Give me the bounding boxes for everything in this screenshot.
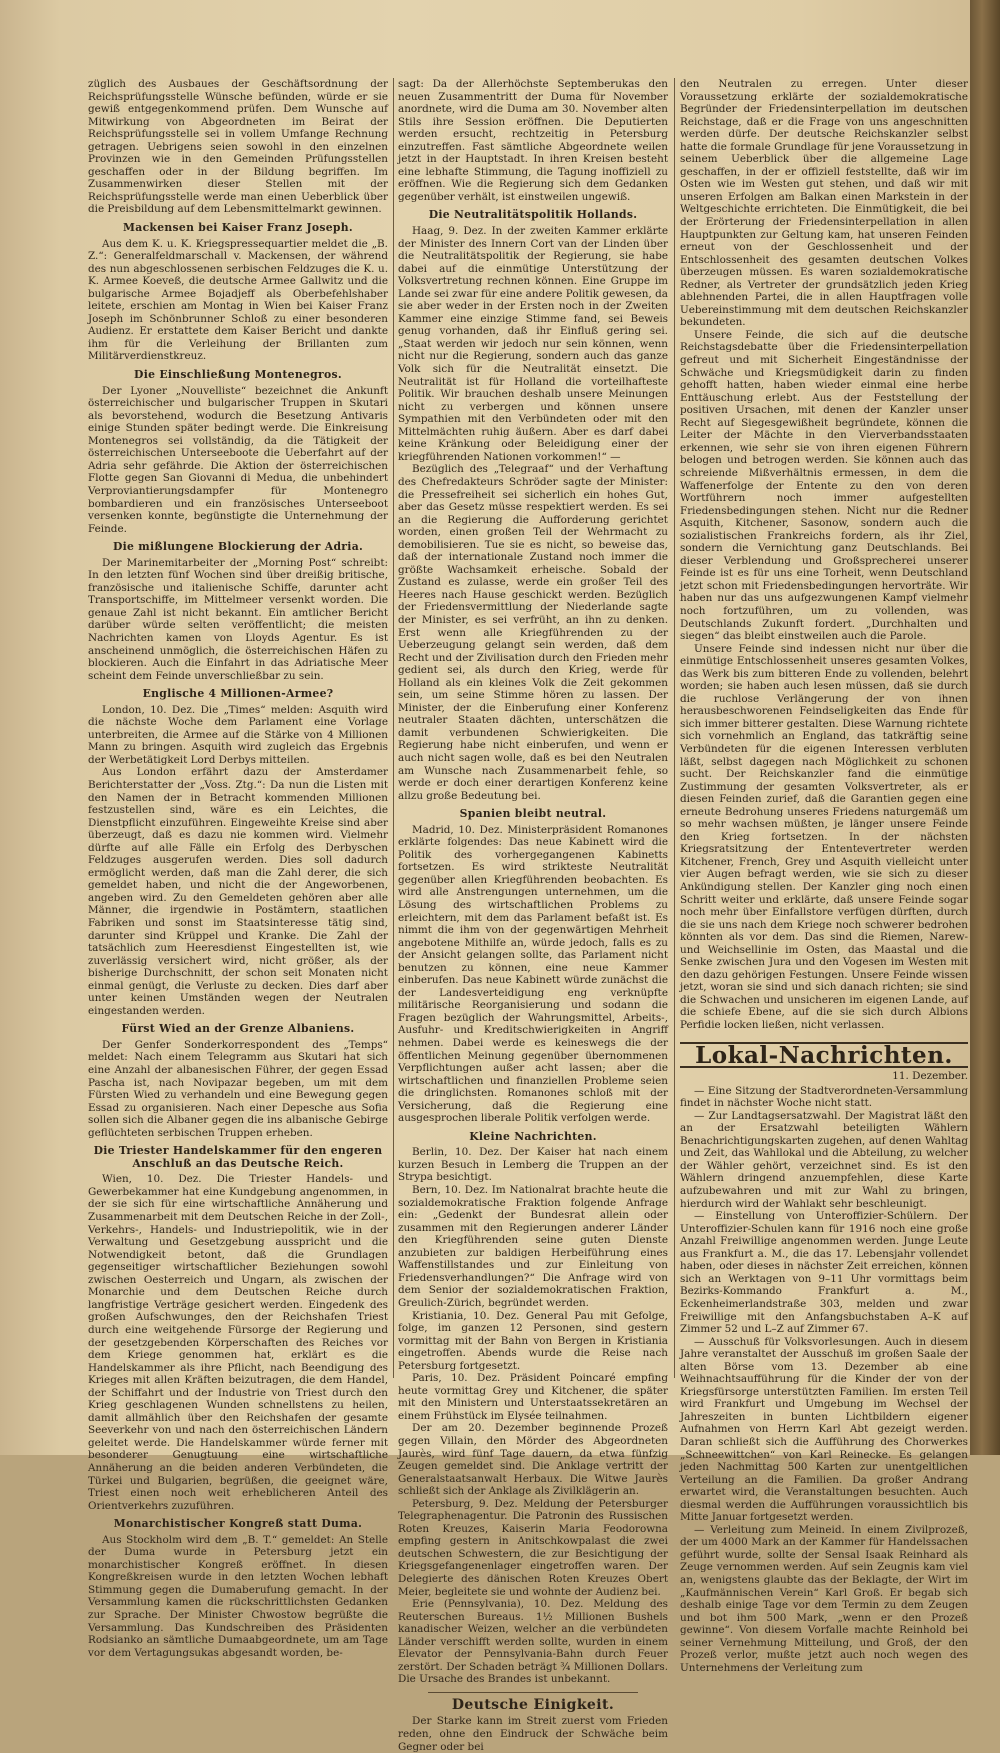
article-text: Madrid, 10. Dez. Ministerpräsident Romanones erklärte folgendes: Das neue Kabinett wird die Politik des vorhergegangenen Kabinetts fortsetzen. Es wird strikteste Neutralität gegenüber allen Kriegführenden beobachten. Es wird alle Anstrengungen unternehmen, um die Lösung des wirtschaftlichen Problems zu erleichtern, mit dem das Parlament befaßt ist. Es nimmt die ihm von der gegenwärtigen Mehrheit angebotene Mithilfe an, würde jedoch, falls es zu der Ansicht gelangen sollte, das Parlament nicht benutzen zu können, eine neue Kammer einberufen. Das neue Kabinett würde zunächst die der Landesverteidigung eng verknüpfte militärische Reorganisierung und sodann die Fragen bezüglich der Wahrungsmittel, Arbeits-, Ausfuhr- und Kreditschwierigkeiten in Angriff nehmen. Dabei werde es keineswegs die der öffentlichen Meinung gegenüber übernommenen Verpflichtungen außer acht lassen; aber die wirtschaftlichen und finanziellen Probleme seien die dringlichsten. Romanones schloß mit der Versicherung, daß die Regierung eine ausgesprochen liberale Politik verfolgen werde. (398, 823, 668, 1125)
article-text: Bezüglich des „Telegraaf“ und der Verhaftung des Chefredakteurs Schröder sagte der Minister: die Pressefreiheit sei sicherlich ein hohes Gut, aber das Gesetz müsse respektiert werden. Es sei an die Regierung die Aufforderung gerichtet worden, einen großen Teil der Wehrmacht zu demobilisieren. Tue sie es nicht, so beweise das, daß der internationale Zustand noch immer die größte Wachsamkeit erheische. Sobald der Zustand es zulasse, werde ein großer Teil des Heeres nach Hause geschickt werden. Bezüglich der Friedensvermittlung der Niederlande sagte der Minister, es sei verfrüht, an ihn zu denken. Erst wenn alle Kriegführenden zu der Ueberzeugung gelangt sein werden, daß dem Recht und der Zivilisation durch den Frieden mehr gedient sei, als durch den Krieg, werde für Holland als ein kleines Volk die Zeit gekommen sein, um seine Stimme hören zu lassen. Der Minister, der die Einberufung einer Konferenz neutraler Staaten dächten, unterschätzen die damit verbundenen Schwierigkeiten. Die Regierung habe nicht einberufen, und wenn er auch nicht sagen wolle, daß es bei den Neutralen am Wunsche nach Zusammenarbeit fehle, so werde er doch einer derartigen Konferenz keine allzu große Bedeutung bei. (398, 463, 668, 802)
section-separator (428, 1692, 638, 1693)
article-text: Haag, 9. Dez. In der zweiten Kammer erklärte der Minister des Innern Cort van der Linden über die Neutralitätspolitik der Regierung, sie habe dabei auf die einmütige Unterstützung der Volksvertretung rechnen können. Eine Gruppe im Lande sei zwar für eine andere Politik gewesen, da sie aber weder in der Ersten noch in der Zweiten Kammer eine einzige Stimme fand, sei Beweis genug vorhanden, daß ihr Einfluß gering sei. „Staat werden wir jedoch nur sein können, wenn nicht nur die Regierung, sondern auch das ganze Volk sich für die Neutralität einsetzt. Die Neutralität ist für Holland die vorteilhafteste Politik. Wir brauchen deshalb unsere Meinungen nicht zu verbergen und können unsere Sympathien mit den Verbündeten oder mit den Mittelmächten ruhig äußern. Aber es darf dabei keine Kränkung oder Beleidigung einer der kriegführenden Nationen vorkommen!“ — (398, 225, 668, 463)
headline-wied: Fürst Wied an der Grenze Albaniens. (121, 1022, 355, 1036)
headline-armee: Englische 4 Millionen-Armee? (142, 687, 334, 701)
article-text: Der Lyoner „Nouvelliste“ bezeichnet die Ankunft österreichischer und bulgarischer Truppen in Skutari als bevorstehend, wodurch die Besetzung Antivaris einige Stunden später bedingt werde. Die Einkreisung Montenegros sei vollständig, da die Tätigkeit der österreichischen Unterseeboote die Ueberfahrt auf der Adria sehr gefährde. Die Aktion der österreichischen Flotte gegen San Giovanni di Medua, die unbehindert Verproviantierungsdampfer für Montenegro bombardieren und ein französisches Unterseeboot versenken konnte, begünstigte die Unternehmung der Feinde. (88, 384, 388, 535)
column-left (88, 78, 388, 1659)
article-text: Aus Stockholm wird dem „B. T.“ gemeldet: An Stelle der Duma wurde in Petersburg jetzt ein monarchistischer Kongreß eröffnet. In diesen Kongreßkreisen wurde in den letzten Wochen lebhaft Stimmung gegen die Dumaberufung gemacht. In der Versammlung kamen die rückschrittlichsten Gedanken zur Sprache. Der Minister Chwostow begrüßte die Versammlung. Das Kundschreiben des Präsidenten Rodsianko an sämtliche Dumaabgeordnete, um am Tage vor dem Vertagungsukas abgesandt worden, be- (88, 1533, 388, 1659)
headline-kongress: Monarchistischer Kongreß statt Duma. (113, 1517, 363, 1531)
headline-kleine-nachrichten: Kleine Nachrichten. (469, 1129, 597, 1143)
article-text: — Verleitung zum Meineid. In einem Zivilprozeß, der um 4000 Mark an der Kammer für Handelssachen geführt wurde, sollte der Sensal Isaak Reinhard als Zeuge vernommen werden. Auf sein Zeugnis kam viel an, wenigstens glaubte das der Beklagte, der Wirt im „Kaufmännischen Verein“ Karl Groß. Er begab sich deshalb einige Tage vor dem Termin zu dem Zeugen und bot ihm 500 Mark, „wenn er den Prozeß gewinne“. Von diesem Vorfalle machte Reinhold bei seiner Vernehmung Mitteilung, und Groß, der den Prozeß verlor, mußte jetzt auch noch wegen des Unternehmens der Verleitung zum (680, 1523, 968, 1674)
article-text: Kristiania, 10. Dez. General Pau mit Gefolge, folge, im ganzen 12 Personen, sind gestern vormittag mit der Bahn von Bergen in Kristiania eingetroffen. Abends wurde die Reise nach Petersburg fortgesetzt. (398, 1309, 668, 1372)
headline-spanien: Spanien bleibt neutral. (459, 807, 607, 821)
article-text: Aus dem K. u. K. Kriegspressequartier meldet die „B. Z.“: Generalfeldmarschall v. Mackensen, der während des nun abgeschlossenen serbischen Feldzuges die K. u. K. Armee Koeveß, die deutsche Armee Gallwitz und die bulgarische Armee Bojadjeff als Oberbefehlshaber leitete, erschien am Montag in Wien bei Kaiser Franz Joseph im Schönbrunner Schloß zu einer besonderen Audienz. Er erstattete dem Kaiser Bericht und dankte ihm für die Verleihung der Brillanten zum Militärverdienstkreuz. (88, 237, 388, 363)
article-text: Bern, 10. Dez. Im Nationalrat brachte heute die sozialdemokratische Fraktion folgende Anfrage ein: „Gedenkt der Bundesrat allein oder zusammen mit den Regierungen anderer Länder den Kriegführenden seine guten Dienste anzubieten zur baldigen Herbeiführung eines Waffenstillstandes und zur Einleitung von Friedensverhandlungen?“ Die Anfrage wird von dem Senior der sozialdemokratischen Fraktion, Greulich-Zürich, begründet werden. (398, 1184, 668, 1309)
headline-einigkeit: Deutsche Einigkeit. (451, 1696, 615, 1713)
article-text: — Eine Sitzung der Stadtverordneten-Versammlung findet in nächster Woche nicht statt. (680, 1084, 968, 1110)
column-divider (674, 78, 675, 1378)
article-text: Der Marinemitarbeiter der „Morning Post“ schreibt: In den letzten fünf Wochen sind über dreißig britische, französische und italienische Schiffe, darunter acht Transportschiffe, im Mittelmeer versenkt worden. Die genaue Zahl ist nicht bekannt. Ein amtlicher Bericht darüber würde selten veröffentlicht; die meisten Nachrichten kamen von Lloyds Agentur. Es ist anscheinend unmöglich, die österreichischen Häfen zu blockieren. Auch die Einfahrt in das Adriatische Meer scheint dem Feinde unverschließbar zu sein. (88, 556, 388, 682)
article-text: Aus London erfährt dazu der Amsterdamer Berichterstatter der „Voss. Ztg.“: Da nun die Listen mit den Namen der in Betracht kommenden Millionen festzustellen sind, wäre es ein Leichtes, die Dienstpflicht einzuführen. Eingeweihte Kreise sind aber überzeugt, daß es dazu nie kommen wird. Vielmehr dürfte auf alle Fälle ein Erfolg des Derbyschen Feldzuges ausgerufen werden. Dies soll dadurch ermöglicht werden, daß man die Zahl derer, die sich gemeldet haben, und nicht die der Angeworbenen, angeben wird. Zu den Gemeldeten gehören aber alle Männer, die irgendwie in Postämtern, staatlichen Fabriken und sonst im Staatsinteresse tätig sind, darunter sind Krüppel und Kranke. Die Zahl der tatsächlich zum Heeresdienst Eingestellten ist, wie zuverlässig versichert wird, nicht größer, als der bisherige Durchschnitt, der schon seit Monaten nicht einmal genügt, die Verluste zu decken. Dies darf aber unter keinen Umständen wegen der Neutralen eingestanden werden. (88, 766, 388, 1017)
headline-montenegro: Die Einschließung Montenegros. (134, 368, 342, 382)
article-text: Der Starke kann im Streit zuerst vom Frieden reden, ohne den Eindruck der Schwäche beim Gegner oder bei (398, 1715, 668, 1753)
article-text: London, 10. Dez. Die „Times“ melden: Asquith wird die nächste Woche dem Parlament eine Vorlage unterbreiten, die Armee auf die Stärke von 4 Millionen Mann zu bringen. Asquith wird zugleich das Ergebnis der Werbetätigkeit Lord Derbys mitteilen. (88, 703, 388, 766)
article-text: den Neutralen zu erregen. Unter dieser Voraussetzung erklärte der sozialdemokratische Begründer der Friedensinterpellation im deutschen Reichstage, daß er die Frage von uns angeschnitten werden dürfe. Der deutsche Reichskanzler selbst hatte die formale Grundlage für jene Voraussetzung in seinem Ueberblick über die allgemeine Lage geschaffen, in der er offiziell feststellte, daß wir im Osten wie im Westen gut stehen, und daß wir mit unseren Erfolgen am Balkan einen Markstein in der Weltgeschichte errichteten. Die Einmütigkeit, die bei der Erörterung der Friedensinterpellation in allen Hauptpunkten zur Geltung kam, hat unseren Feinden erneut von der Geschlossenheit und der Entschlossenheit des gesamten deutschen Volkes überzeugen müssen. Es waren sozialdemokratische Redner, als Vertreter der grundsätzlich jeden Krieg ablehnenden Partei, die in allen Hauptfragen volle Uebereinstimmung mit dem deutschen Reichskanzler bekundeten. (680, 78, 968, 329)
article-text: Der Genfer Sonderkorrespondent des „Temps“ meldet: Nach einem Telegramm aus Skutari hat sich eine Anzahl der albanesischen Führer, der gegen Essad Pascha ist, nach Novipazar begeben, um mit dem Fürsten Wied zu verhandeln und eine Bewegung gegen Essad zu organisieren. Nach einer Depesche aus Sofia sollen sich die Albaner gegen die ins albanische Gebirge geflüchteten serbischen Truppen erheben. (88, 1038, 388, 1139)
article-text: Berlin, 10. Dez. Der Kaiser hat nach einem kurzen Besuch in Lemberg die Truppen an der Strypa besichtigt. (398, 1146, 668, 1184)
article-text: Wien, 10. Dez. Die Triester Handels- und Gewerbekammer hat eine Kundgebung angenommen, in der sie sich für eine wirtschaftliche Annäherung und Zusammenarbeit mit dem Deutschen Reiche in der Zoll-, Verkehrs-, Handels- und Industriepolitik, wie in der Verwaltung und Gesetzgebung ausspricht und die Notwendigkeit betont, daß die Grundlagen gegenseitiger wirtschaftlicher Beziehungen sowohl zwischen Oesterreich und Ungarn, als zwischen der Monarchie und dem Deutschen Reiche durch langfristige Verträge gesichert werden. Eingedenk des großen Aufschwunges, den der Reichshafen Triest durch eine weitgehende Fürsorge der Regierung und der gesetzgebenden Körperschaften des Reiches vor dem Kriege genommen hat, erklärt es die Handelskammer als ihre Pflicht, nach Beendigung des Krieges mit allen Kräften beizutragen, die dem Handel, der Schiffahrt und der Industrie von Triest durch den Krieg geschlagenen Wunden schnellstens zu heilen, damit allmählich über den Reichshafen der gesamte Seeverkehr von und nach den österreichischen Ländern geleitet werde. Die Handelskammer würde ferner mit besonderer Genugtuung eine wirtschaftliche Annäherung an die beiden anderen Verbündeten, die Türkei und Bulgarien, begrüßen, die geeignet wäre, Triest einen noch weit erheblicheren Anteil des Orientverkehrs zuzuführen. (88, 1173, 388, 1512)
article-text: Unsere Feinde, die sich auf die deutsche Reichstagsdebatte über die Friedensinterpellation gefreut und mit Sicherheit Eingeständnisse der Schwäche und Kriegsmüdigkeit darin zu finden gehofft hatten, haben wieder einmal eine herbe Enttäuschung erlebt. Aus der Feststellung der positiven Ursachen, mit denen der Kanzler unser Recht auf Siegesgewißheit begründete, können die Leiter der Mächte in den Vierverbandsstaaten erkennen, wie sehr sie von ihren eigenen Führern belogen und betrogen werden. Sie können auch das schreiende Mißverhältnis ermessen, in dem die Waffenerfolge der Entente zu den von deren Wortführern noch immer aufgestellten Friedensbedingungen stehen. Nicht nur die Redner Asquith, Kitchener, Sasonow, sondern auch die sozialistischen Frankreichs fordern, als ihr Ziel, sondern die Vernichtung ganz Deutschlands. Bei dieser Verblendung und Großsprecherei unserer Feinde ist es für uns eine Torheit, wenn Deutschland jetzt schon mit Friedensbedingungen hervorträte. Wir haben nur das uns aufgezwungenen Kampf vielmehr noch fortzuführen, um zu vollenden, was Deutschlands Zukunft fordert. „Durchhalten und siegen“ das bleibt einstweilen auch die Parole. (680, 328, 968, 643)
article-text: Petersburg, 9. Dez. Meldung der Petersburger Telegraphenagentur. Die Patronin des Russischen Roten Kreuzes, Kaiserin Maria Feodorowna empfing gestern in Anitschkowpalast die zwei deutschen Schwestern, die zur Besichtigung der Kriegsgefangenenlager eingetroffen waren. Der Delegierte des dänischen Roten Kreuzes Obert Meier, begleitete sie und wohnte der Audienz bei. (398, 1497, 668, 1598)
book-binding (970, 0, 1000, 1455)
article-text: — Ausschuß für Volksvorlesungen. Auch in diesem Jahre veranstaltet der Ausschuß im großen Saale der alten Börse vom 13. Dezember ab eine Weihnachtsaufführung für die Kinder der von der Kriegsfürsorge unterstützten Familien. Im ersten Teil wird Frankfurt und Umgebung im Wechsel der Jahreszeiten in bunten Lichtbildern eigener Aufnahmen von Herrn Karl Abt gezeigt werden. Daran schließt sich die Aufführung des Chorwerkes „Schneewittchen“ von Karl Reinecke. Es gelangen jeden Nachmittag 500 Karten zur unentgeltlichen Verteilung an die Familien. Da großer Andrang erwartet wird, die Veranstaltungen besuchten. Auch diesmal werden die Aufführungen voraussichtlich bis Mitte Januar fortgesetzt werden. (680, 1335, 968, 1524)
article-text: — Zur Landtagsersatzwahl. Der Magistrat läßt den an der Ersatzwahl beteiligten Wählern Benachrichtigungskarten zugehen, auf denen Wahltag und Zeit, das Wahllokal und die Abteilung, zu welcher der Wähler gehört, verzeichnet sind. Es ist den Wählern dringend anzuempfehlen, diese Karte aufzubewahren und mit zur Wahl zu bringen, hierdurch wird der Wahlakt sehr beschleunigt. (680, 1109, 968, 1210)
article-text: — Einstellung von Unteroffizier-Schülern. Der Unteroffizier-Schulen kann für 1916 noch eine große Anzahl Freiwillige angenommen werden. Junge Leute aus Frankfurt a. M., die das 17. Lebensjahr vollendet haben, oder dieses in nächster Zeit erreichen, können sich an Werktagen von 9–11 Uhr vormittags beim Bezirks-Kommando Frankfurt a. M., Eckenheimerlandstraße 303, melden und zwar Freiwillige mit den Anfangsbuchstaben A–K auf Zimmer 52 und L–Z auf Zimmer 67. (680, 1210, 968, 1336)
column-right (680, 78, 968, 1674)
section-title-lokal-nachrichten: Lokal-Nachrichten. (680, 1042, 968, 1069)
headline-triest: Die Triester Handelskammer für den engeren Anschluß an das Deutsche Reich. (93, 1144, 383, 1170)
article-text: Erie (Pennsylvania), 10. Dez. Meldung des Reuterschen Bureaus. 1½ Millionen Bushels kanadischer Weizen, welcher an die verbündeten Länder verschifft werden sollte, wurden in einem Elevator der Pennsylvania-Bahn durch Feuer zerstört. Der Schaden beträgt ¾ Millionen Dollars. Die Ursache des Brandes ist unbekannt. (398, 1598, 668, 1686)
column-middle (398, 78, 668, 1753)
section-date: 11. Dezember. (892, 1070, 968, 1083)
headline-adria: Die mißlungene Blockierung der Adria. (112, 540, 364, 554)
article-text: Unsere Feinde sind indessen nicht nur über die einmütige Entschlossenheit unseres gesamten Volkes, das Werk bis zum bitteren Ende zu vollenden, belehrt worden; sie haben auch lesen müssen, daß sie durch die ruchlose Verlängerung der von ihnen herausbeschworenen Feindseligkeiten das Ende für sich immer bitterer gestalten. Diese Warnung richtete sich vornehmlich an England, das tatkräftig seine Verbündeten für die eigenen Interessen verbluten läßt, selbst dagegen nach Möglichkeit zu schonen sucht. Der Reichskanzler fand die einmütige Zustimmung der gesamten Volksvertreter, als er diesen Feinden zurief, daß die Garantien gegen eine erneute Bedrohung unseres Friedens naturgemäß um so mehr wachsen müßten, je länger unsere Feinde den Krieg fortsetzen. In der nächsten Kriegsratsitzung der Ententevertreter werden Kitchener, French, Grey und Asquith vielleicht unter vier Augen befragt werden, wie sie sich zu dieser Ankündigung stellen. Der Kanzler ging noch einen Schritt weiter und erklärte, daß unsere Feinde sogar noch mehr über Einfallstore verfügen dürften, durch die sie uns nach dem Kriege noch schwerer bedrohen könnten als vor dem. Das sind die Riemen, Narew- und Weichsellinie im Osten, das Maastal und die Senke zwischen Jura und den Vogesen im Westen mit den dazu gehörigen Festungen. Unsere Feinde wissen jetzt, woran sie sind und sich danach richten; sie sind die Schwachen und unsicheren im eigenen Lande, auf die schiefe Ebene, auf die sie sich durch Albions Perfidie locken ließen, nicht verlassen. (680, 642, 968, 1032)
article-text: sagt: Da der Allerhöchste Septemberukas den neuen Zusammentritt der Duma für November anordnete, wird die Duma am 30. November alten Stils ihre Session eröffnen. Die Deputierten werden ersucht, rechtzeitig in Petersburg einzutreffen. Fast sämtliche Abgeordnete weilen jetzt in der Hauptstadt. In ihren Kreisen besteht eine lebhafte Stimmung, die Tagung inoffiziell zu eröffnen. Wie die Regierung sich dem Gedanken gegenüber verhält, ist einstweilen ungewiß. (398, 78, 668, 203)
article-text: züglich des Ausbaues der Geschäftsordnung der Reichsprüfungsstelle Wünsche befünden, würde er sie gewiß entgegenkommend prüfen. Dem Wunsche auf Mitwirkung von Abgeordneten im Beirat der Reichsprüfungsstelle sei in vollem Umfange Rechnung getragen. Uebrigens seien sowohl in den einzelnen Provinzen wie in den Gemeinden Prüfungsstellen geschaffen oder in der Bildung begriffen. Im Zusammenwirken dieser Stellen mit der Reichsprüfungsstelle werde man einen Ueberblick über die Preisbildung auf dem Lebensmittelmarkt gewinnen. (88, 78, 388, 216)
headline-holland: Die Neutralitätspolitik Hollands. (428, 208, 638, 222)
headline-mackensen: Mackensen bei Kaiser Franz Joseph. (123, 221, 353, 235)
article-text: Paris, 10. Dez. Präsident Poincaré empfing heute vormittag Grey und Kitchener, die später mit den Ministern und Unterstaatssekretären an einem Frühstück im Elysée teilnahmen. (398, 1372, 668, 1422)
column-divider (393, 78, 394, 1378)
article-text: Der am 20. Dezember beginnende Prozeß gegen Villain, den Mörder des Abgeordneten Jaurès, wird fünf Tage dauern, da etwa fünfzig Zeugen gemeldet sind. Die Anklage vertritt der Generalstaatsanwalt Herbaux. Die Witwe Jaurès schließt sich der Anklage als Zivilklägerin an. (398, 1422, 668, 1498)
